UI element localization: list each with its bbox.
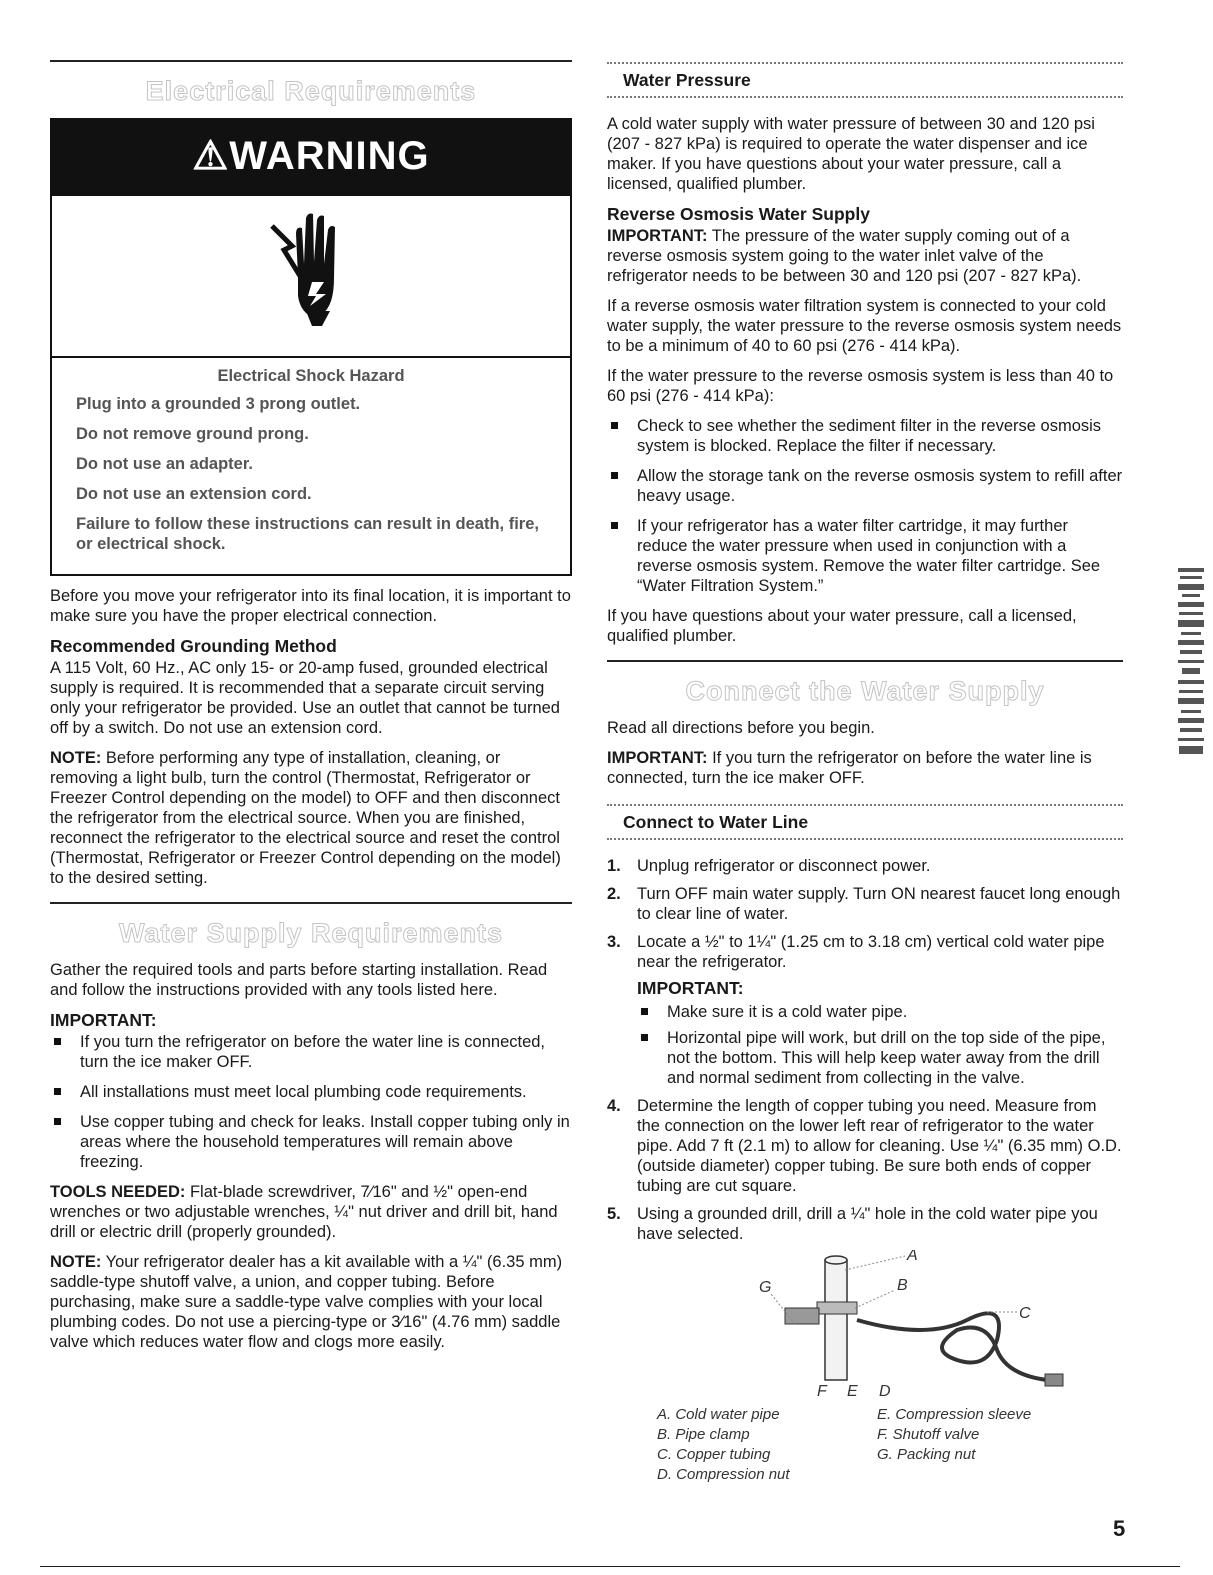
label-a: A xyxy=(907,1250,918,1264)
step-important-bullets xyxy=(637,1002,1123,1088)
electrical-intro: Before you move your refrigerator into its final location, it is important to make sure you have the proper electrical connection. xyxy=(50,587,571,625)
section-rule xyxy=(50,902,572,904)
label-e: E xyxy=(847,1383,858,1400)
warning-line: Do not use an adapter. xyxy=(76,455,253,473)
cold-water-pipe xyxy=(825,1256,847,1380)
step-important-heading: IMPORTANT: xyxy=(637,978,744,998)
section-rule xyxy=(50,60,572,62)
legend-column xyxy=(877,1405,1097,1485)
label-d: D xyxy=(879,1383,891,1400)
note-text: Before performing any type of installation, cleaning, or removing a light bulb, turn the control (Thermostat, Refrigerator or Freezer Control depending on the model) to OFF and then disconnect the refrigerator from the electrical source. When you are finished, reconnect the refrigerator to the electrical source and reset the control (Thermostat, Refrigerator or Freezer Control depending on the model) to the desired setting. xyxy=(50,749,561,887)
water-supply-intro: Gather the required tools and parts before starting installation. Read and follow the instructions provided with any tools listed here. xyxy=(50,961,548,999)
compression-nut xyxy=(1045,1374,1063,1386)
step-text: Using a grounded drill, drill a ¼" hole in the cold water pipe you have selected. xyxy=(637,1205,1098,1243)
warning-line: Do not remove ground prong. xyxy=(76,425,309,443)
tools-label: TOOLS NEEDED: xyxy=(50,1183,186,1201)
pipe-clamp xyxy=(817,1302,857,1314)
important-heading: IMPORTANT: xyxy=(50,1010,157,1030)
step-text: Turn OFF main water supply. Turn ON nearest faucet long enough to clear line of water. xyxy=(637,885,1121,923)
warning-box xyxy=(50,118,572,576)
page-number: 5 xyxy=(1113,1516,1126,1541)
hazard-title: Electrical Shock Hazard xyxy=(217,367,405,385)
grounding-heading: Recommended Grounding Method xyxy=(50,636,337,656)
step-item xyxy=(607,1096,1123,1196)
list-item: If your refrigerator has a water filter cartridge, it may further reduce the water pressure when used in conjunction with a reverse osmosis system. Remove the water filter cartridge. See “Water Filtration System.” xyxy=(607,516,1123,596)
list-item: Check to see whether the sediment filter in the reverse osmosis system is blocked. Replace the filter if necessary. xyxy=(607,416,1123,456)
legend-item: F. Shutoff valve xyxy=(877,1426,980,1443)
legend-item: A. Cold water pipe xyxy=(657,1406,780,1423)
legend-item: D. Compression nut xyxy=(657,1466,790,1483)
list-item: Horizontal pipe will work, but drill on the top side of the pipe, not the bottom. This will help keep water away from the drill and normal sediment from collecting in the valve. xyxy=(637,1028,1123,1088)
important-label: IMPORTANT: xyxy=(607,227,708,245)
list-item: Make sure it is a cold water pipe. xyxy=(637,1002,1123,1022)
ro-heading: Reverse Osmosis Water Supply xyxy=(607,204,870,224)
step-number: 3. xyxy=(607,933,621,951)
tools-text: Flat-blade screwdriver, 7⁄16" and ½" open-end wrenches or two adjustable wrenches, ¼" nut driver and drill bit, hand drill or electric drill (properly grounded). xyxy=(50,1183,558,1241)
electrical-requirements-title: Electrical Requirements xyxy=(145,76,477,106)
connect-intro: Read all directions before you begin. xyxy=(607,719,875,737)
legend-item: B. Pipe clamp xyxy=(657,1426,750,1443)
step-number: 4. xyxy=(607,1097,621,1115)
electrical-note xyxy=(50,748,572,888)
ro-paragraph: If a reverse osmosis water filtration system is connected to your cold water supply, the water pressure to the reverse osmosis system needs to be a minimum of 40 to 60 psi (276 - 414 kPa). xyxy=(607,297,1122,355)
box-rule xyxy=(607,838,1123,840)
important-text: The pressure of the water supply coming out of a reverse osmosis system going to the water inlet valve of the refrigerator needs to be between 30 and 120 psi (207 - 827 kPa). xyxy=(607,227,1082,285)
important-text: If you turn the refrigerator on before the water line is connected, turn the ice maker OFF. xyxy=(607,749,1092,787)
step-item xyxy=(607,884,1123,924)
step-text: Locate a ½" to 1¼" (1.25 cm to 3.18 cm) vertical cold water pipe near the refrigerator. xyxy=(637,933,1105,971)
step-number: 2. xyxy=(607,885,621,903)
side-barcode xyxy=(1176,568,1206,758)
water-supply-requirements-title: Water Supply Requirements xyxy=(118,918,504,948)
electric-shock-icon xyxy=(262,206,362,351)
bottom-rule xyxy=(40,1566,1180,1567)
important-label: IMPORTANT: xyxy=(607,749,708,767)
legend-item: G. Packing nut xyxy=(877,1446,976,1463)
legend-item: C. Copper tubing xyxy=(657,1446,771,1463)
water-pressure-intro: A cold water supply with water pressure of between 30 and 120 psi (207 - 827 kPa) is required to operate the water dispenser and ice maker. If you have questions about your water pressure, call a licensed, qualified plumber. xyxy=(607,115,1095,193)
step-text: Unplug refrigerator or disconnect power. xyxy=(637,857,931,875)
water-pressure-bullets xyxy=(607,416,1123,596)
tools-needed xyxy=(50,1182,572,1242)
note-label: NOTE: xyxy=(50,749,102,767)
connect-steps xyxy=(607,856,1123,1244)
warning-line: Do not use an extension cord. xyxy=(76,485,312,503)
step-number: 1. xyxy=(607,857,621,875)
diagram-legend xyxy=(657,1405,1123,1485)
step-text: Determine the length of copper tubing you need. Measure from the connection on the lower left rear of refrigerator to the water pipe. Add 7 ft (2.1 m) to allow for cleaning. Use ¼" (6.35 mm) O.D. (outside diameter) copper tubing. Be sure both ends of copper tubing are cut square. xyxy=(637,1097,1122,1195)
step-item xyxy=(607,856,1123,876)
connect-water-line-heading: Connect to Water Line xyxy=(623,812,809,832)
list-item: All installations must meet local plumbing code requirements. xyxy=(50,1082,572,1102)
copper-tubing xyxy=(857,1313,1047,1380)
label-c: C xyxy=(1019,1305,1031,1322)
step-item xyxy=(607,932,1123,1088)
water-pressure-heading: Water Pressure xyxy=(623,70,751,90)
list-item: If you turn the refrigerator on before the water line is connected, turn the ice maker OFF. xyxy=(50,1032,572,1072)
water-supply-note xyxy=(50,1252,572,1352)
ro-important xyxy=(607,226,1123,286)
connect-water-supply-title: Connect the Water Supply xyxy=(685,676,1045,706)
right-column xyxy=(607,62,1123,1485)
grounding-text: A 115 Volt, 60 Hz., AC only 15- or 20-amp fused, grounded electrical supply is required. It is recommended that a separate circuit serving only your refrigerator be provided. Use an outlet that cannot be turned off by a switch. Do not use an extension cord. xyxy=(50,659,560,737)
label-b: B xyxy=(897,1277,908,1294)
label-g: G xyxy=(759,1279,772,1296)
shock-hazard-illustration xyxy=(52,196,570,358)
list-item: Allow the storage tank on the reverse osmosis system to refill after heavy usage. xyxy=(607,466,1123,506)
note-label: NOTE: xyxy=(50,1253,102,1271)
note-text: Your refrigerator dealer has a kit available with a ¼" (6.35 mm) saddle-type shutoff valve, a union, and copper tubing. Before purchasing, make sure a saddle-type valve complies with your local plumbing codes. Do not use a piercing-type or 3⁄16" (4.76 mm) saddle valve which reduces water flow and clogs more easily. xyxy=(50,1253,563,1351)
legend-item: E. Compression sleeve xyxy=(877,1406,1032,1423)
ro-paragraph: If the water pressure to the reverse osmosis system is less than 40 to 60 psi (276 - 414 kPa): xyxy=(607,367,1114,405)
warning-body xyxy=(52,358,570,574)
box-rule xyxy=(607,96,1123,98)
step-item xyxy=(607,1204,1123,1244)
water-pressure-closing: If you have questions about your water pressure, call a licensed, qualified plumber. xyxy=(607,607,1077,645)
list-item: Use copper tubing and check for leaks. Install copper tubing only in areas where the household temperatures will remain above freezing. xyxy=(50,1112,572,1172)
legend-column xyxy=(657,1405,877,1485)
left-column xyxy=(50,60,572,1362)
water-supply-bullets xyxy=(50,1032,572,1172)
warning-line: Failure to follow these instructions can result in death, fire, or electrical shock. xyxy=(76,515,539,553)
water-line-diagram xyxy=(667,1250,1087,1400)
step-number: 5. xyxy=(607,1205,621,1223)
label-f: F xyxy=(817,1383,827,1400)
warning-line: Plug into a grounded 3 prong outlet. xyxy=(76,395,361,413)
section-rule xyxy=(607,660,1123,662)
shutoff-valve xyxy=(785,1308,819,1324)
connect-important xyxy=(607,748,1123,788)
warning-header: ⚠WARNING xyxy=(52,120,570,196)
